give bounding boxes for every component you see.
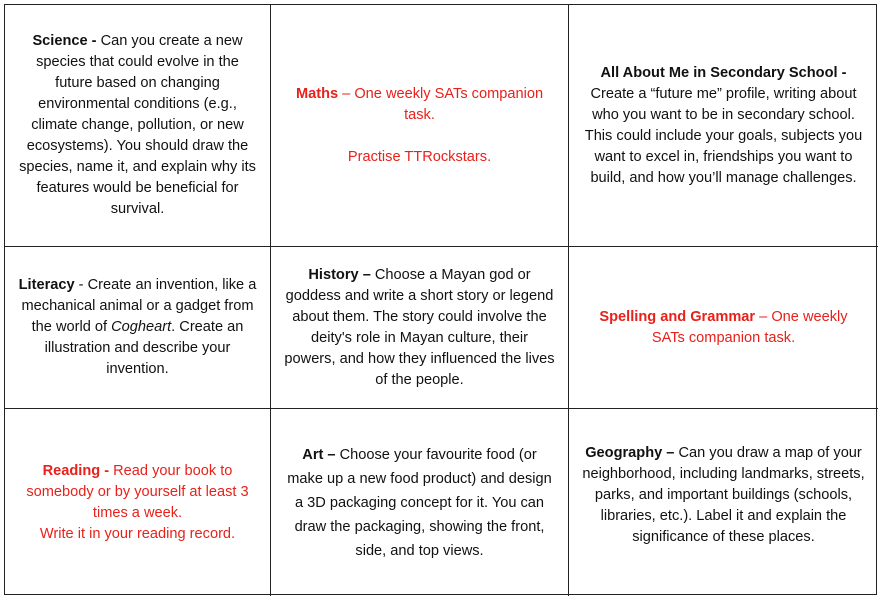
art-paragraph <box>285 443 555 563</box>
cell-spelling-grammar <box>569 247 878 409</box>
maths-text: – One weekly SATs companion task. <box>338 85 544 123</box>
cell-art <box>271 409 569 596</box>
history-subject: History – <box>308 266 371 283</box>
art-subject: Art – <box>302 446 336 463</box>
spelling-subject: Spelling and Grammar <box>599 308 756 325</box>
reading-extra: Write it in your reading record. <box>39 525 236 542</box>
homework-grid <box>4 4 877 595</box>
literacy-text-before: - Create an invention, like a mechanical animal or a gadget from the world of <box>21 277 257 335</box>
literacy-paragraph <box>13 275 262 380</box>
secondary-subject: All About Me in Secondary School - <box>600 64 847 81</box>
secondary-paragraph <box>578 63 870 189</box>
maths-extra: Practise TTRockstars. <box>347 148 492 165</box>
cell-maths <box>271 5 569 247</box>
geography-subject: Geography – <box>585 445 675 461</box>
secondary-text: Create a “future me” profile, writing about who you want to be in secondary school. This could include your goals, subjects you want to excel in, friendships you want to build, and how you’ll manage challenges. <box>584 85 863 186</box>
cell-secondary-school <box>569 5 878 247</box>
cell-science <box>5 5 271 247</box>
maths-subject: Maths <box>295 85 339 102</box>
literacy-text-after: . Create an illustration and describe your invention. <box>44 319 244 377</box>
geography-text: Can you draw a map of your neighborhood, including landmarks, streets, parks, and important buildings (schools, libraries, etc.). Label it and explain the significance of these places. <box>582 445 865 545</box>
art-text: Choose your favourite food (or make up a new food product) and design a 3D packaging concept for it. You can draw the packaging, showing the front, side, and top views. <box>287 446 552 559</box>
reading-paragraph <box>13 461 262 524</box>
cell-literacy <box>5 247 271 409</box>
cell-reading <box>5 409 271 596</box>
maths-paragraph <box>285 84 555 126</box>
science-subject: Science - <box>32 33 97 49</box>
geography-paragraph <box>579 443 869 548</box>
science-text: Can you create a new species that could evolve in the future based on changing environmental conditions (e.g., climate change, pollution, or new ecosystems). You should draw the species, name it, and explain why its features would be beneficial for survival. <box>19 33 256 217</box>
literacy-subject: Literacy <box>18 277 75 293</box>
literacy-book-title: Cogheart <box>111 319 172 335</box>
history-text: Choose a Mayan god or goddess and write a short story or legend about them. The story could involve the deity's role in Mayan culture, their powers, and how they influenced the lives of the people. <box>284 266 555 388</box>
reading-content <box>13 461 262 545</box>
maths-content <box>285 84 555 168</box>
reading-text: Read your book to somebody or by yourself at least 3 times a week. <box>26 462 249 521</box>
spelling-text: – One weekly SATs companion task. <box>651 308 848 346</box>
reading-subject: Reading - <box>42 462 110 479</box>
science-paragraph <box>18 31 258 220</box>
cell-history <box>271 247 569 409</box>
cell-geography <box>569 409 878 596</box>
history-paragraph <box>284 265 556 391</box>
spelling-paragraph <box>581 307 866 349</box>
